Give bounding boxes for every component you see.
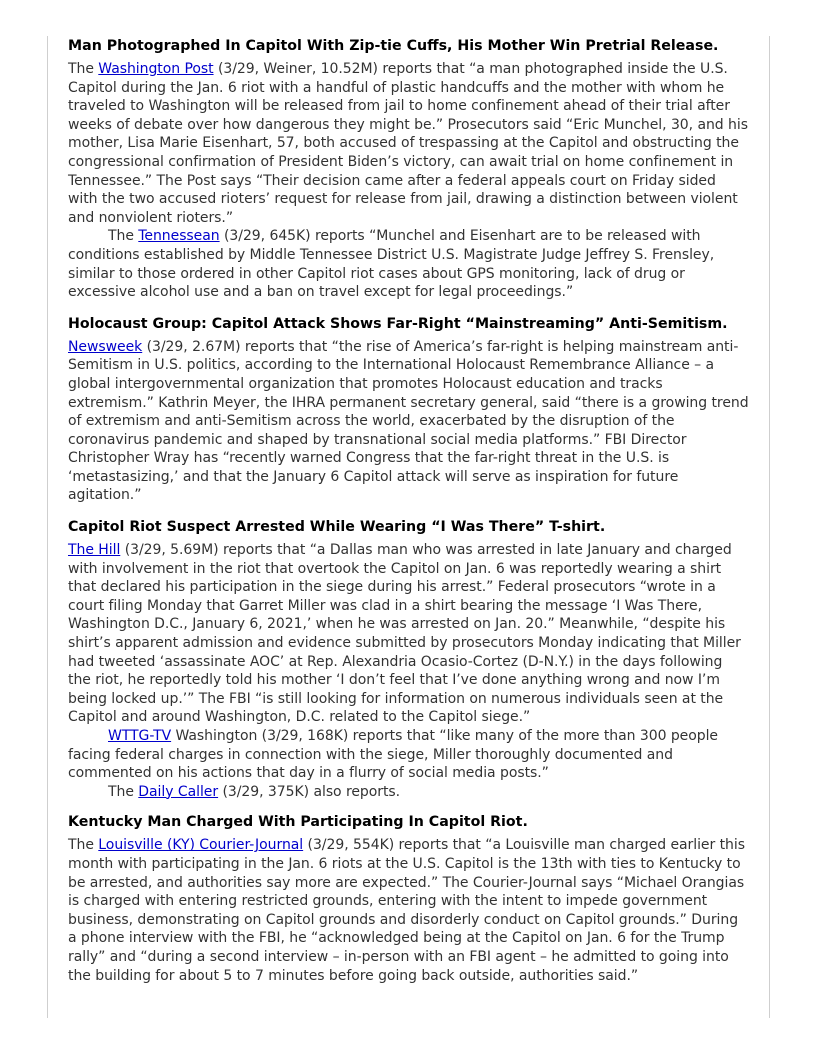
document-page bbox=[47, 36, 770, 1018]
paragraph-text: (3/29, 554K) reports that “a Louisville man charged earlier this month with participating in the Jan. 6 riots at the U.S. Capitol is the 13th with ties to Kentucky to be arrested, and authorities say more are expected.” The Courier-Journal says “Michael Orangias is charged with entering restricted grounds, entering with the intent to impede government business, demonstrating on Capitol grounds and disorderly conduct on Capitol grounds.” During a phone interview with the FBI, he “acknowledged being at the Capitol on Jan. 6 for the Trump rally” and “during a second interview – in-person with an FBI agent – he admitted to going into the building for about 5 to 7 minutes before going back outside, authorities said.” bbox=[68, 837, 745, 984]
paragraph-text: (3/29, 645K) reports “Munchel and Eisenhart are to be released with conditions established by Middle Tennessee District U.S. Magistrate Judge Jeffrey S. Frensley, similar to those ordered in other Capitol riot cases about GPS monitoring, lack of drug or excessive alcohol use and a ban on travel except for legal proceedings.” bbox=[68, 228, 715, 301]
source-link-washington-post[interactable]: Washington Post bbox=[98, 61, 214, 77]
source-link-daily-caller[interactable]: Daily Caller bbox=[138, 783, 219, 800]
article-headline: Kentucky Man Charged With Participating In Capitol Riot. bbox=[68, 814, 528, 831]
paragraph-text: Washington (3/29, 168K) reports that “like many of the more than 300 people facing federal charges in connection with the siege, Miller thoroughly documented and commented on his actions that day in a flurry of social media posts.” bbox=[68, 728, 718, 782]
article-paragraph bbox=[68, 60, 749, 227]
source-link-newsweek[interactable]: Newsweek bbox=[68, 338, 143, 355]
article-headline: Man Photographed In Capitol With Zip-tie Cuffs, His Mother Win Pretrial Release. bbox=[68, 38, 719, 54]
paragraph-lead: The bbox=[68, 837, 99, 854]
article-headline: Capitol Riot Suspect Arrested While Wearing “I Was There” T-shirt. bbox=[68, 519, 606, 536]
source-link-tennessean[interactable]: Tennessean bbox=[138, 228, 220, 245]
source-link-wttg-tv[interactable]: WTTG-TV bbox=[108, 728, 172, 744]
article-paragraph bbox=[68, 783, 749, 802]
article-headline: Holocaust Group: Capitol Attack Shows Far-Right “Mainstreaming” Anti-Semitism. bbox=[68, 315, 728, 332]
source-link-the-hill[interactable]: The Hill bbox=[68, 542, 121, 559]
article-paragraph bbox=[68, 541, 749, 727]
article-paragraph bbox=[68, 227, 749, 301]
article-zip-tie-cuffs bbox=[68, 37, 749, 302]
paragraph-lead: The bbox=[68, 61, 99, 77]
paragraph-text: (3/29, 5.69M) reports that “a Dallas man who was arrested in late January and charged with involvement in the riot that overtook the Capitol on Jan. 6 was reportedly wearing a shirt that declared his participation in the siege during his arrest.” Federal prosecutors “wrote in a court filing Monday that Garret Miller was clad in a shirt bearing the message ‘I Was There, Washington D.C., January 6, 2021,’ when he was arrested on Jan. 20.” Meanwhile, “despite his shirt’s apparent admission and evidence submitted by prosecutors Monday indicating that Miller had tweeted ‘assassinate AOC’ at Rep. Alexandria Ocasio-Cortez (D-N.Y.) in the days following the riot, he reportedly told his mother ‘I don’t feel that I’ve done anything wrong and now I’m being locked up.’” The FBI “is still looking for information on numerous individuals seen at the Capitol and around Washington, D.C. related to the Capitol siege.” bbox=[68, 542, 741, 726]
article-paragraph bbox=[68, 836, 749, 985]
paragraph-lead: The bbox=[108, 228, 139, 245]
news-content bbox=[68, 36, 749, 985]
article-paragraph bbox=[68, 338, 749, 505]
article-paragraph bbox=[68, 727, 749, 783]
article-kentucky-man bbox=[68, 813, 749, 985]
article-holocaust-group bbox=[68, 315, 749, 505]
paragraph-text: (3/29, 2.67M) reports that “the rise of America’s far-right is helping mainstream anti-Semitism in U.S. politics, according to the International Holocaust Remembrance Alliance – a global intergovernmental organization that promotes Holocaust education and tracks extremism.” Kathrin Meyer, the IHRA permanent secretary general, said “there is a growing trend of extremism and anti-Semitism across the world, exacerbated by the disruption of the coronavirus pandemic and shaped by transnational social media platforms.” FBI Director Christopher Wray has “recently warned Congress that the far-right threat in the U.S. is ‘metastasizing,’ and that the January 6 Capitol attack will serve as inspiration for future agitation.” bbox=[68, 338, 749, 504]
source-link-courier-journal[interactable]: Louisville (KY) Courier-Journal bbox=[98, 837, 304, 854]
paragraph-text: (3/29, Weiner, 10.52M) reports that “a man photographed inside the U.S. Capitol during the Jan. 6 riot with a handful of plastic handcuffs and the mother with whom he traveled to Washington will be released from jail to home confinement ahead of their trial after weeks of debate over how dangerous they might be.” Prosecutors said “Eric Munchel, 30, and his mother, Lisa Marie Eisenhart, 57, both accused of trespassing at the Capitol and obstructing the congressional confirmation of President Biden’s victory, can await trial on home confinement in Tennessee.” The Post says “Their decision came after a federal appeals court on Friday sided with the two accused rioters’ request for release from jail, drawing a distinction between violent and nonviolent rioters.” bbox=[68, 61, 748, 226]
article-i-was-there-shirt bbox=[68, 518, 749, 801]
paragraph-lead: The bbox=[108, 783, 139, 800]
paragraph-text: (3/29, 375K) also reports. bbox=[218, 783, 401, 800]
